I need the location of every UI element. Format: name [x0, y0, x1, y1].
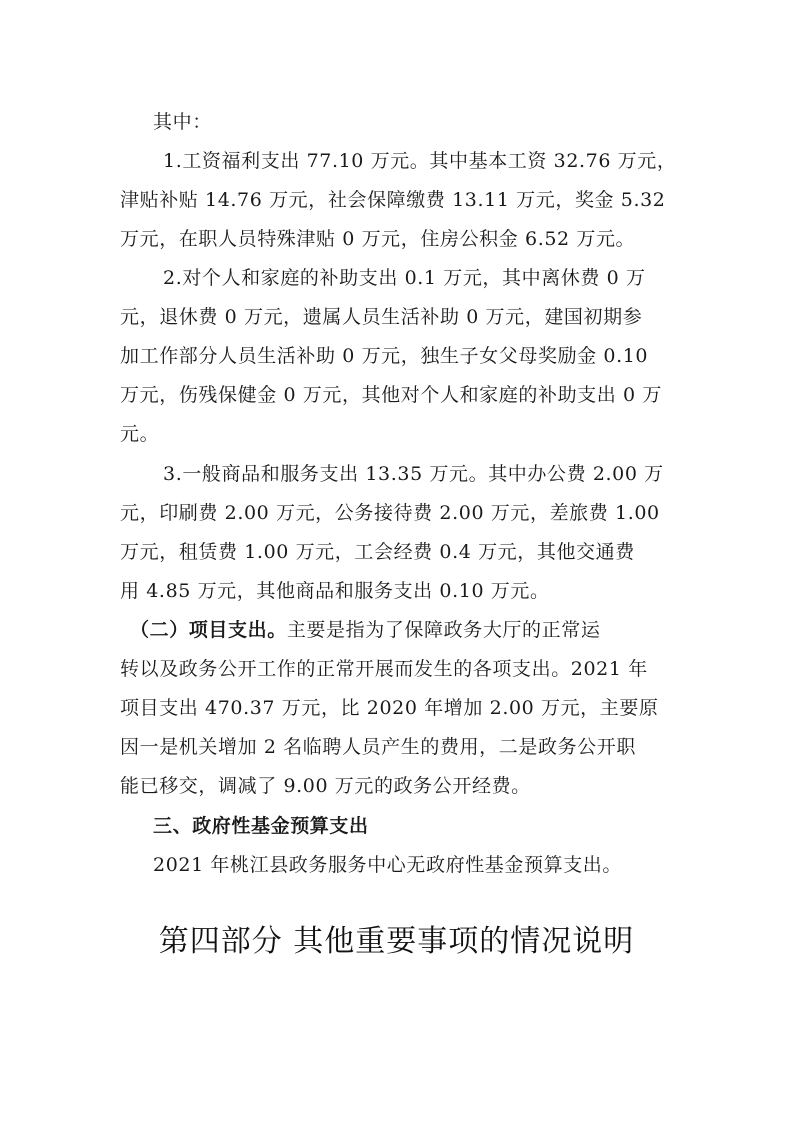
item1-line1: 1.工资福利支出 77.10 万元。其中基本工资 32.76 万元，	[163, 150, 677, 172]
project-line1	[130, 615, 690, 645]
item2-line4: 万元，伤残保健金 0 万元，其他对个人和家庭的补助支出 0 万	[120, 384, 662, 406]
item1-line3: 万元，在职人员特殊津贴 0 万元，住房公积金 6.52 万元。	[120, 228, 636, 250]
item3-line1: 3.一般商品和服务支出 13.35 万元。其中办公费 2.00 万	[163, 463, 664, 485]
item3-line3: 万元，租赁费 1.00 万元，工会经费 0.4 万元，其他交通费	[120, 541, 635, 563]
project-line5: 能已移交，调减了 9.00 万元的政务公开经费。	[120, 775, 531, 797]
item3-line4: 用 4.85 万元，其他商品和服务支出 0.10 万元。	[120, 580, 550, 602]
item1-line2: 津贴补贴 14.76 万元，社会保障缴费 13.11 万元，奖金 5.32	[120, 189, 666, 211]
fund-text: 2021 年桃江县政务服务中心无政府性基金预算支出。	[153, 854, 622, 876]
item2-line2: 元，退休费 0 万元，遗属人员生活补助 0 万元，建国初期参	[120, 306, 643, 328]
item2-line1: 2.对个人和家庭的补助支出 0.1 万元，其中离休费 0 万	[163, 267, 646, 289]
project-line1-rest: 主要是指为了保障政务大厅的正常运	[286, 619, 601, 641]
project-title: （二）项目支出。	[130, 619, 287, 641]
project-line2: 转以及政务公开工作的正常开展而发生的各项支出。2021 年	[120, 658, 648, 680]
fund-title: 三、政府性基金预算支出	[153, 815, 369, 837]
project-line3: 项目支出 470.37 万元，比 2020 年增加 2.00 万元，主要原	[120, 697, 659, 719]
part4-heading: 第四部分 其他重要事项的情况说明	[158, 924, 635, 959]
item2-line3: 加工作部分人员生活补助 0 万元，独生子女父母奖励金 0.10	[120, 345, 649, 367]
item3-line2: 元，印刷费 2.00 万元，公务接待费 2.00 万元，差旅费 1.00	[120, 502, 660, 524]
intro-text: 其中：	[153, 111, 212, 133]
project-line4: 因一是机关增加 2 名临聘人员产生的费用，二是政务公开职	[120, 736, 636, 758]
item2-line5: 元。	[120, 423, 160, 445]
